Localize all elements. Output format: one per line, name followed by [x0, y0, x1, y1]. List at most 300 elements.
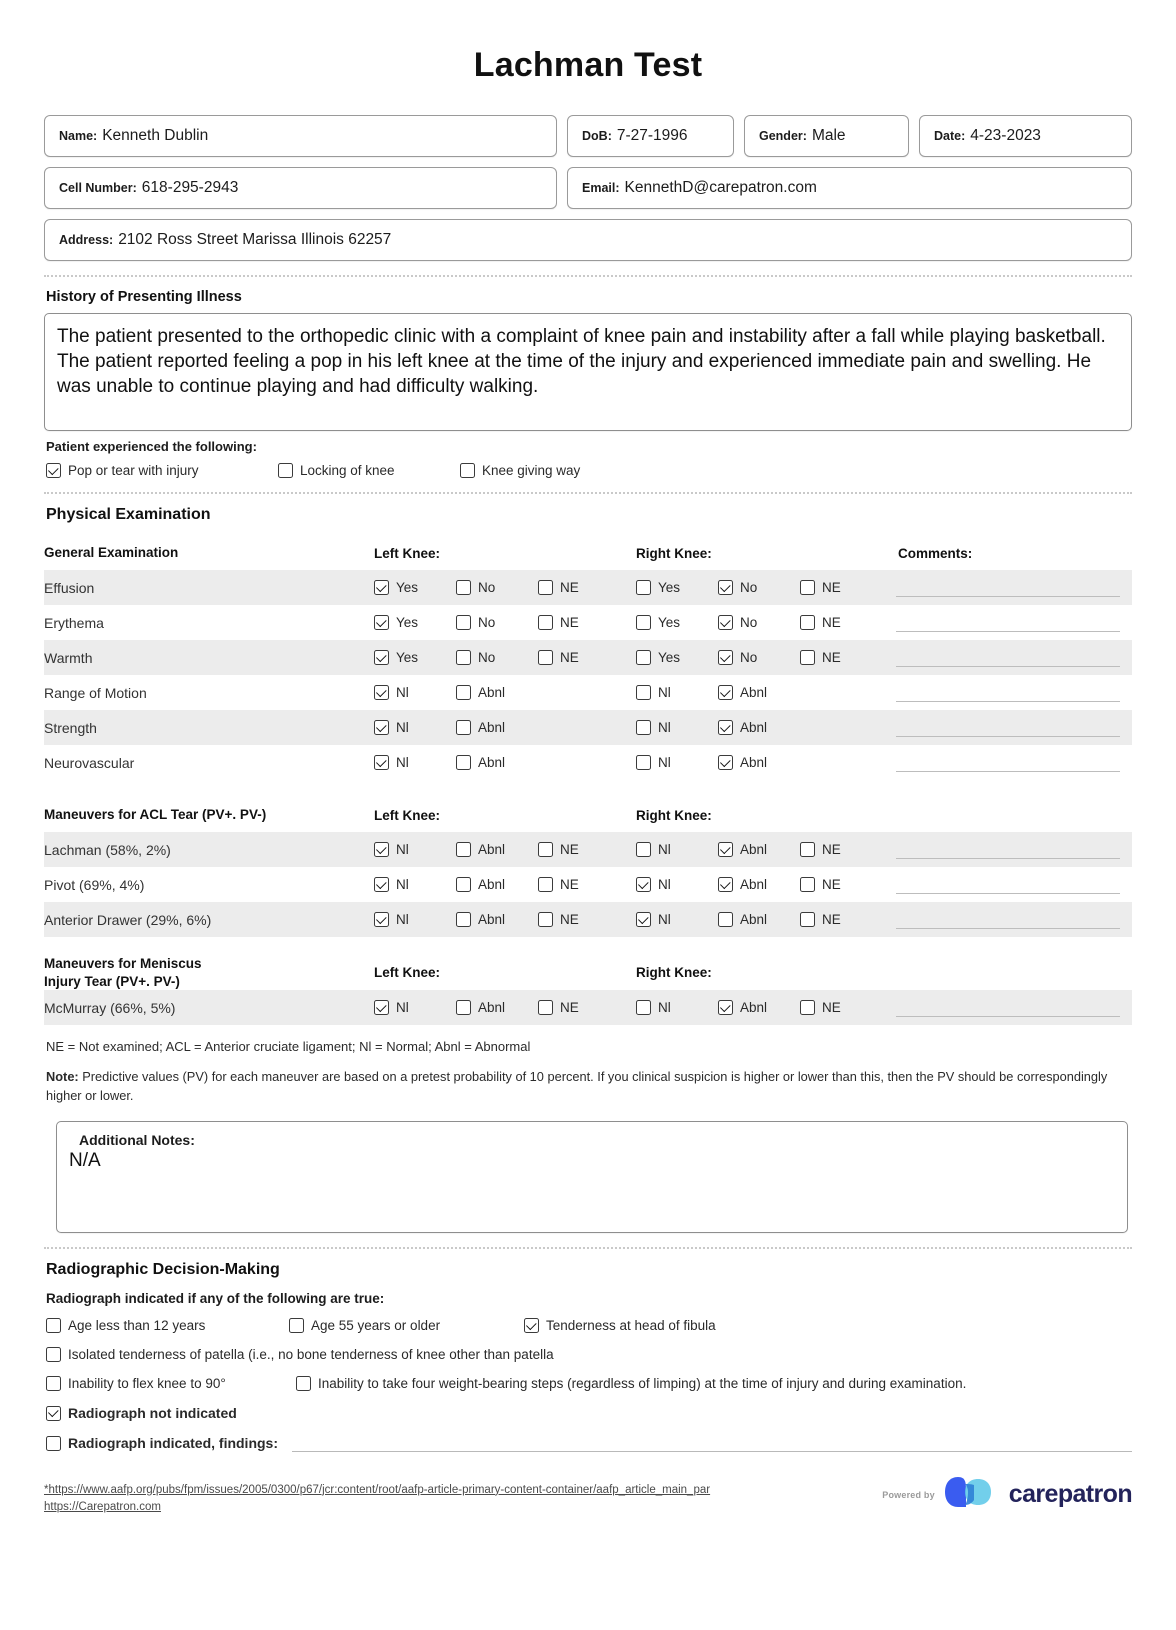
divider-3 — [44, 1247, 1132, 1249]
radiographic-criterion-flex[interactable] — [46, 1376, 296, 1391]
acl-maneuver-left-option-2-label: NE — [560, 842, 579, 857]
carepatron-brand — [882, 1473, 1132, 1516]
general-exam-left-knee-options — [366, 650, 628, 665]
comment-input-line[interactable] — [896, 1016, 1120, 1017]
general-exam-left-option-0-label: Yes — [396, 615, 419, 630]
radiographic-row-1 — [46, 1318, 1132, 1333]
meniscus-maneuver-left-knee-options — [366, 1000, 628, 1015]
acl-maneuver-left-option-2[interactable] — [538, 877, 579, 892]
checkbox-unchecked-icon[interactable] — [718, 912, 733, 927]
carepatron-logo-icon — [944, 1473, 1000, 1516]
checkbox-unchecked-icon[interactable] — [456, 912, 471, 927]
general-exam-left-knee-options — [366, 615, 628, 630]
general-exam-right-option-1[interactable] — [718, 580, 800, 595]
acl-maneuver-left-option-1-label: Abnl — [478, 842, 506, 857]
exam-group-title: Maneuvers for ACL Tear (PV+. PV-) — [44, 807, 267, 823]
radiographic-row-2 — [46, 1347, 1132, 1362]
exam-note — [46, 1068, 1132, 1105]
acl-maneuver-right-option-0[interactable] — [636, 877, 718, 892]
date-field[interactable] — [919, 115, 1132, 157]
acl-maneuver-left-option-1[interactable] — [456, 842, 538, 857]
checkbox-checked-icon[interactable] — [374, 912, 389, 927]
general-exam-left-option-0[interactable] — [374, 685, 456, 700]
checkbox-unchecked-icon[interactable] — [46, 1436, 61, 1451]
meniscus-maneuver-comment-cell[interactable] — [890, 990, 1132, 1025]
acl-maneuver-row-label: Lachman (58%, 2%) — [44, 841, 171, 858]
table-row — [44, 745, 1132, 780]
table-row — [44, 675, 1132, 710]
general-exam-left-option-0[interactable] — [374, 650, 456, 665]
general-exam-right-option-1[interactable] — [718, 720, 767, 735]
checkbox-unchecked-icon[interactable] — [456, 877, 471, 892]
general-exam-left-option-1-label: No — [478, 580, 496, 595]
general-exam-left-option-0[interactable] — [374, 720, 456, 735]
general-exam-comment-cell[interactable] — [890, 605, 1132, 640]
meniscus-maneuver-left-option-0[interactable] — [374, 1000, 456, 1015]
acl-maneuver-left-option-0[interactable] — [374, 842, 456, 857]
acl-maneuver-right-option-2[interactable] — [800, 877, 841, 892]
general-exam-right-option-0[interactable] — [636, 580, 718, 595]
exam-note-text: Predictive values (PV) for each maneuver are based on a pretest probability of 10 percent. If you clinical suspicion is higher or lower than this, then the PV should be correspondingly higher or lower. — [46, 1069, 1108, 1103]
acl-maneuver-right-knee-options — [628, 842, 890, 857]
radiograph-indicated-findings-option[interactable] — [46, 1435, 278, 1451]
checkbox-checked-icon[interactable] — [374, 877, 389, 892]
exam-note-label: Note: — [46, 1069, 79, 1085]
additional-notes-box[interactable] — [56, 1121, 1128, 1233]
general-exam-left-option-2[interactable] — [538, 650, 579, 665]
radiographic-criterion-0-label: Age less than 12 years — [68, 1318, 206, 1334]
acl-maneuver-right-option-2-label: NE — [822, 842, 841, 857]
acl-maneuver-left-knee-cell — [366, 902, 628, 937]
acl-maneuver-right-option-0-label: Nl — [658, 842, 671, 857]
column-header-comments: Comments: — [898, 545, 973, 561]
radiographic-heading: Radiographic Decision-Making — [46, 1261, 280, 1279]
cell-number-field[interactable] — [44, 167, 557, 209]
general-exam-left-knee-options — [366, 685, 628, 700]
checkbox-checked-icon[interactable] — [636, 912, 651, 927]
comment-input-line[interactable] — [896, 666, 1120, 667]
checkbox-unchecked-icon[interactable] — [289, 1318, 304, 1333]
general-exam-right-option-0[interactable] — [636, 650, 718, 665]
general-exam-comment-cell[interactable] — [890, 570, 1132, 605]
general-exam-right-option-0[interactable] — [636, 755, 718, 770]
column-header-right-knee: Right Knee: — [636, 807, 712, 823]
divider-2 — [44, 492, 1132, 494]
checkbox-checked-icon[interactable] — [718, 650, 733, 665]
general-exam-left-option-1-label: Abnl — [478, 685, 506, 700]
checkbox-unchecked-icon[interactable] — [538, 650, 553, 665]
general-exam-left-knee-options — [366, 720, 628, 735]
exam-table-body — [44, 536, 1132, 1025]
radiographic-row-3 — [46, 1376, 1132, 1391]
address-label: Address: — [59, 233, 114, 247]
divider-1 — [44, 275, 1132, 277]
general-exam-comment-cell[interactable] — [890, 640, 1132, 675]
acl-maneuver-right-option-1-label: Abnl — [740, 877, 768, 892]
checkbox-checked-icon[interactable] — [46, 1406, 61, 1421]
radiographic-criterion-flex-label: Inability to flex knee to 90° — [68, 1376, 226, 1392]
radiographic-criterion-1[interactable] — [289, 1318, 524, 1333]
general-exam-right-option-1-label: Abnl — [740, 755, 768, 770]
checkbox-checked-icon[interactable] — [718, 1000, 733, 1015]
column-header-left-knee: Left Knee: — [374, 807, 441, 823]
checkbox-unchecked-icon[interactable] — [538, 912, 553, 927]
checkbox-checked-icon[interactable] — [374, 650, 389, 665]
general-exam-left-knee-cell — [366, 605, 628, 640]
general-exam-row-label: Range of Motion — [44, 684, 147, 701]
meniscus-maneuver-left-option-2[interactable] — [538, 1000, 579, 1015]
acl-maneuver-right-knee-cell — [628, 832, 890, 867]
general-exam-left-option-1[interactable] — [456, 755, 505, 770]
general-exam-right-option-2-label: NE — [822, 615, 841, 630]
checkbox-unchecked-icon[interactable] — [456, 685, 471, 700]
general-exam-left-knee-cell — [366, 640, 628, 675]
column-header-right-knee: Right Knee: — [636, 545, 712, 561]
acl-maneuver-right-option-2-label: NE — [822, 912, 841, 927]
general-exam-left-knee-cell — [366, 745, 628, 780]
comment-input-line[interactable] — [896, 858, 1120, 859]
checkbox-unchecked-icon[interactable] — [636, 755, 651, 770]
checkbox-checked-icon[interactable] — [374, 842, 389, 857]
general-exam-right-option-1[interactable] — [718, 755, 767, 770]
general-exam-left-option-1-label: No — [478, 650, 496, 665]
acl-maneuver-comment-cell[interactable] — [890, 832, 1132, 867]
findings-input-line[interactable] — [292, 1451, 1132, 1452]
table-row — [44, 710, 1132, 745]
general-exam-left-option-2[interactable] — [538, 615, 579, 630]
exam-group-header — [44, 798, 1132, 832]
general-exam-right-knee-options — [628, 650, 890, 665]
general-exam-left-option-1-label: No — [478, 615, 496, 630]
general-exam-left-option-1[interactable] — [456, 685, 505, 700]
radiographic-criterion-weight-bearing[interactable] — [296, 1376, 966, 1391]
experienced-label: Patient experienced the following: — [46, 439, 257, 454]
table-row — [44, 990, 1132, 1025]
radiographic-subheading: Radiograph indicated if any of the following are true: — [46, 1291, 385, 1307]
general-exam-right-option-1[interactable] — [718, 615, 800, 630]
acl-maneuver-left-knee-options — [366, 842, 628, 857]
address-value: 2102 Ross Street Marissa Illinois 62257 — [118, 231, 392, 248]
additional-notes-title: Additional Notes: — [79, 1132, 195, 1149]
patient-info-row-1 — [44, 115, 1132, 157]
acl-maneuver-right-option-1[interactable] — [718, 842, 800, 857]
checkbox-checked-icon[interactable] — [374, 685, 389, 700]
checkbox-checked-icon[interactable] — [718, 877, 733, 892]
acl-maneuver-left-option-0-label: Nl — [396, 912, 409, 927]
acl-maneuver-left-option-2[interactable] — [538, 842, 579, 857]
meniscus-maneuver-right-option-2[interactable] — [800, 1000, 841, 1015]
acl-maneuver-right-knee-cell — [628, 867, 890, 902]
email-label: Email: — [582, 181, 620, 195]
general-exam-left-option-1[interactable] — [456, 580, 538, 595]
checkbox-unchecked-icon[interactable] — [636, 1000, 651, 1015]
checkbox-unchecked-icon[interactable] — [636, 615, 651, 630]
acl-maneuver-left-option-1[interactable] — [456, 912, 538, 927]
general-exam-comment-cell[interactable] — [890, 675, 1132, 710]
checkbox-unchecked-icon[interactable] — [460, 463, 475, 478]
general-exam-right-option-1[interactable] — [718, 650, 800, 665]
powered-by-label: Powered by — [882, 1489, 935, 1500]
general-exam-row-label: Strength — [44, 719, 97, 736]
meniscus-maneuver-left-option-0-label: Nl — [396, 1000, 409, 1016]
general-exam-left-option-2[interactable] — [538, 580, 579, 595]
radiographic-criterion-0[interactable] — [46, 1318, 289, 1333]
acl-maneuver-right-option-2-label: NE — [822, 877, 841, 892]
general-exam-row-label: Effusion — [44, 579, 95, 596]
checkbox-unchecked-icon[interactable] — [800, 650, 815, 665]
checkbox-unchecked-icon[interactable] — [636, 580, 651, 595]
checkbox-unchecked-icon[interactable] — [278, 463, 293, 478]
checkbox-unchecked-icon[interactable] — [46, 1347, 61, 1362]
exam-group-title — [44, 955, 366, 990]
experienced-option-1[interactable] — [278, 463, 460, 478]
exam-group-title: General Examination — [44, 545, 179, 561]
general-exam-left-option-0[interactable] — [374, 580, 456, 595]
general-exam-right-option-2-label: NE — [822, 580, 841, 595]
name-field[interactable] — [44, 115, 557, 157]
meniscus-maneuver-left-knee-cell — [366, 990, 628, 1025]
cell-number-value: 618-295-2943 — [141, 179, 239, 196]
table-spacer-cell — [44, 780, 1132, 798]
table-spacer — [44, 937, 1132, 955]
checkbox-checked-icon[interactable] — [718, 615, 733, 630]
additional-notes-value: N/A — [69, 1150, 101, 1172]
acl-maneuver-left-option-0-label: Nl — [396, 842, 409, 857]
general-exam-row-label: Neurovascular — [44, 754, 135, 771]
checkbox-checked-icon[interactable] — [374, 720, 389, 735]
checkbox-checked-icon[interactable] — [374, 580, 389, 595]
general-exam-right-option-0[interactable] — [636, 685, 718, 700]
experienced-option-2-label: Knee giving way — [482, 463, 581, 478]
acl-maneuver-right-option-1-label: Abnl — [740, 842, 768, 857]
radiographic-criterion-2[interactable] — [524, 1318, 716, 1333]
general-exam-right-option-2[interactable] — [800, 580, 841, 595]
checkbox-checked-icon[interactable] — [374, 1000, 389, 1015]
general-exam-right-knee-options — [628, 615, 890, 630]
general-exam-left-option-1-label: Abnl — [478, 720, 506, 735]
radiograph-not-indicated-option[interactable] — [46, 1405, 237, 1421]
general-exam-left-knee-options — [366, 580, 628, 595]
date-value: 4-23-2023 — [970, 127, 1041, 144]
checkbox-unchecked-icon[interactable] — [456, 615, 471, 630]
checkbox-unchecked-icon[interactable] — [800, 877, 815, 892]
acl-maneuver-right-option-2[interactable] — [800, 912, 841, 927]
email-value: KennethD@carepatron.com — [624, 179, 817, 196]
reference-url-link[interactable]: *https://www.aafp.org/pubs/fpm/issues/2005/0300/p67/jcr:content/root/aafp-article-primary-content-container/aafp_article_main_par — [44, 1483, 711, 1496]
general-exam-right-option-2[interactable] — [800, 615, 841, 630]
checkbox-checked-icon[interactable] — [374, 755, 389, 770]
general-exam-right-option-1[interactable] — [718, 685, 767, 700]
checkbox-unchecked-icon[interactable] — [456, 720, 471, 735]
general-exam-right-knee-options — [628, 685, 890, 700]
acl-maneuver-left-knee-options — [366, 912, 628, 927]
checkbox-checked-icon[interactable] — [524, 1318, 539, 1333]
general-exam-right-option-0[interactable] — [636, 720, 718, 735]
checkbox-checked-icon[interactable] — [718, 842, 733, 857]
acl-maneuver-left-option-1[interactable] — [456, 877, 538, 892]
checkbox-unchecked-icon[interactable] — [636, 842, 651, 857]
acl-maneuver-right-option-1[interactable] — [718, 877, 800, 892]
comment-input-line[interactable] — [896, 928, 1120, 929]
general-exam-left-option-1[interactable] — [456, 650, 538, 665]
general-exam-comment-cell[interactable] — [890, 745, 1132, 780]
carepatron-url-link[interactable]: https://Carepatron.com — [44, 1500, 161, 1513]
checkbox-checked-icon[interactable] — [46, 463, 61, 478]
meniscus-maneuver-right-option-0[interactable] — [636, 1000, 718, 1015]
acl-maneuver-right-option-1[interactable] — [718, 912, 800, 927]
checkbox-unchecked-icon[interactable] — [800, 1000, 815, 1015]
acl-maneuver-right-option-0[interactable] — [636, 912, 718, 927]
meniscus-maneuver-row-label: McMurray (66%, 5%) — [44, 999, 176, 1016]
general-exam-right-option-1-label: No — [740, 615, 758, 630]
general-exam-right-option-1-label: Abnl — [740, 685, 768, 700]
general-exam-right-option-2[interactable] — [800, 650, 841, 665]
gender-field[interactable] — [744, 115, 909, 157]
experienced-option-1-label: Locking of knee — [300, 463, 395, 478]
acl-maneuver-left-option-1-label: Abnl — [478, 877, 506, 892]
checkbox-checked-icon[interactable] — [718, 580, 733, 595]
table-spacer-cell — [44, 937, 1132, 955]
checkbox-unchecked-icon[interactable] — [636, 685, 651, 700]
checkbox-unchecked-icon[interactable] — [636, 720, 651, 735]
radiographic-criterion-1-label: Age 55 years or older — [311, 1318, 441, 1334]
acl-maneuver-right-option-0-label: Nl — [658, 912, 671, 927]
acl-maneuver-left-option-2[interactable] — [538, 912, 579, 927]
general-exam-right-knee-cell — [628, 745, 890, 780]
checkbox-unchecked-icon[interactable] — [456, 650, 471, 665]
general-exam-left-option-1[interactable] — [456, 720, 505, 735]
radiographic-criterion-2-label: Tenderness at head of fibula — [546, 1318, 716, 1334]
checkbox-checked-icon[interactable] — [636, 877, 651, 892]
acl-maneuver-comment-cell[interactable] — [890, 902, 1132, 937]
general-exam-right-option-0-label: Nl — [658, 755, 671, 770]
general-exam-left-option-0-label: Nl — [396, 755, 409, 770]
general-exam-right-option-1-label: No — [740, 580, 758, 595]
radiographic-criterion-patella[interactable] — [46, 1347, 554, 1362]
table-row — [44, 902, 1132, 937]
checkbox-checked-icon[interactable] — [718, 720, 733, 735]
table-row — [44, 605, 1132, 640]
acl-maneuver-right-option-0[interactable] — [636, 842, 718, 857]
general-exam-right-option-0-label: Nl — [658, 720, 671, 735]
checkbox-unchecked-icon[interactable] — [538, 1000, 553, 1015]
experienced-option-2[interactable] — [460, 463, 580, 478]
general-exam-left-option-0-label: Nl — [396, 720, 409, 735]
checkbox-unchecked-icon[interactable] — [456, 1000, 471, 1015]
general-exam-left-option-0[interactable] — [374, 615, 456, 630]
checkbox-unchecked-icon[interactable] — [636, 650, 651, 665]
comment-input-line[interactable] — [896, 631, 1120, 632]
patient-info-row-2 — [44, 167, 1132, 209]
comment-input-line[interactable] — [896, 701, 1120, 702]
checkbox-unchecked-icon[interactable] — [456, 580, 471, 595]
checkbox-checked-icon[interactable] — [718, 755, 733, 770]
checkbox-unchecked-icon[interactable] — [800, 912, 815, 927]
checkbox-unchecked-icon[interactable] — [456, 755, 471, 770]
acl-maneuver-comment-cell[interactable] — [890, 867, 1132, 902]
general-exam-left-option-2-label: NE — [560, 580, 579, 595]
general-exam-left-option-1-label: Abnl — [478, 755, 506, 770]
table-spacer — [44, 780, 1132, 798]
checkbox-checked-icon[interactable] — [374, 615, 389, 630]
checkbox-unchecked-icon[interactable] — [46, 1318, 61, 1333]
radiograph-not-indicated-option-label: Radiograph not indicated — [68, 1405, 237, 1422]
gender-value: Male — [811, 127, 846, 144]
dob-label: DoB: — [582, 129, 612, 143]
comment-input-line[interactable] — [896, 736, 1120, 737]
acl-maneuver-left-option-2-label: NE — [560, 877, 579, 892]
acl-maneuver-right-option-1-label: Abnl — [740, 912, 768, 927]
general-exam-right-option-2-label: NE — [822, 650, 841, 665]
page-footer — [44, 1473, 1132, 1540]
column-header-right-knee: Right Knee: — [636, 965, 712, 981]
acl-maneuver-row-label: Pivot (69%, 4%) — [44, 876, 145, 893]
meniscus-maneuver-right-knee-options — [628, 1000, 890, 1015]
comment-input-line[interactable] — [896, 893, 1120, 894]
acl-maneuver-right-option-0-label: Nl — [658, 877, 671, 892]
checkbox-unchecked-icon[interactable] — [456, 842, 471, 857]
checkbox-unchecked-icon[interactable] — [46, 1376, 61, 1391]
dob-field[interactable] — [567, 115, 734, 157]
general-exam-comment-cell[interactable] — [890, 710, 1132, 745]
general-exam-right-option-1-label: No — [740, 650, 758, 665]
table-row — [44, 570, 1132, 605]
exam-legend: NE = Not examined; ACL = Anterior cruciate ligament; Nl = Normal; Abnl = Abnormal — [46, 1039, 531, 1055]
general-exam-right-knee-options — [628, 580, 890, 595]
radiographic-conclusion-2 — [46, 1435, 1132, 1451]
acl-maneuver-right-knee-cell — [628, 902, 890, 937]
checkbox-unchecked-icon[interactable] — [800, 580, 815, 595]
general-exam-right-knee-options — [628, 720, 890, 735]
comment-input-line[interactable] — [896, 596, 1120, 597]
checkbox-unchecked-icon[interactable] — [800, 615, 815, 630]
name-label: Name: — [59, 129, 98, 143]
experienced-option-0[interactable] — [46, 463, 278, 478]
general-exam-left-option-0[interactable] — [374, 755, 456, 770]
comment-input-line[interactable] — [896, 771, 1120, 772]
acl-maneuver-left-option-0[interactable] — [374, 912, 456, 927]
general-exam-right-option-0[interactable] — [636, 615, 718, 630]
column-header-comments — [890, 798, 1132, 832]
checkbox-checked-icon[interactable] — [718, 685, 733, 700]
cell-number-label: Cell Number: — [59, 181, 137, 195]
checkbox-unchecked-icon[interactable] — [538, 580, 553, 595]
page-title: Lachman Test — [473, 46, 703, 84]
checkbox-unchecked-icon[interactable] — [538, 877, 553, 892]
exam-group-title-line1: Maneuvers for Meniscus — [44, 956, 202, 971]
checkbox-unchecked-icon[interactable] — [538, 842, 553, 857]
checkbox-unchecked-icon[interactable] — [296, 1376, 311, 1391]
acl-maneuver-right-option-2[interactable] — [800, 842, 841, 857]
meniscus-maneuver-right-option-1[interactable] — [718, 1000, 800, 1015]
checkbox-unchecked-icon[interactable] — [538, 615, 553, 630]
general-exam-left-option-1[interactable] — [456, 615, 538, 630]
radiograph-indicated-findings-option-label: Radiograph indicated, findings: — [68, 1435, 278, 1452]
acl-maneuver-left-option-1-label: Abnl — [478, 912, 506, 927]
address-field[interactable] — [44, 219, 1132, 261]
acl-maneuver-left-option-0-label: Nl — [396, 877, 409, 892]
history-textarea[interactable]: The patient presented to the orthopedic clinic with a complaint of knee pain and instability after a fall while playing basketball. The patient reported feeling a pop in his left knee at the time of the injury and experienced immediate pain and swelling. He was unable to continue playing and had difficulty walking. — [44, 313, 1132, 431]
general-exam-row-label: Erythema — [44, 614, 104, 631]
acl-maneuver-left-knee-cell — [366, 832, 628, 867]
meniscus-maneuver-left-option-1[interactable] — [456, 1000, 538, 1015]
checkbox-unchecked-icon[interactable] — [800, 842, 815, 857]
column-header-comments — [890, 955, 1132, 990]
email-field[interactable] — [567, 167, 1132, 209]
name-value: Kenneth Dublin — [102, 127, 209, 144]
acl-maneuver-left-option-0[interactable] — [374, 877, 456, 892]
general-exam-row-label: Warmth — [44, 649, 93, 666]
